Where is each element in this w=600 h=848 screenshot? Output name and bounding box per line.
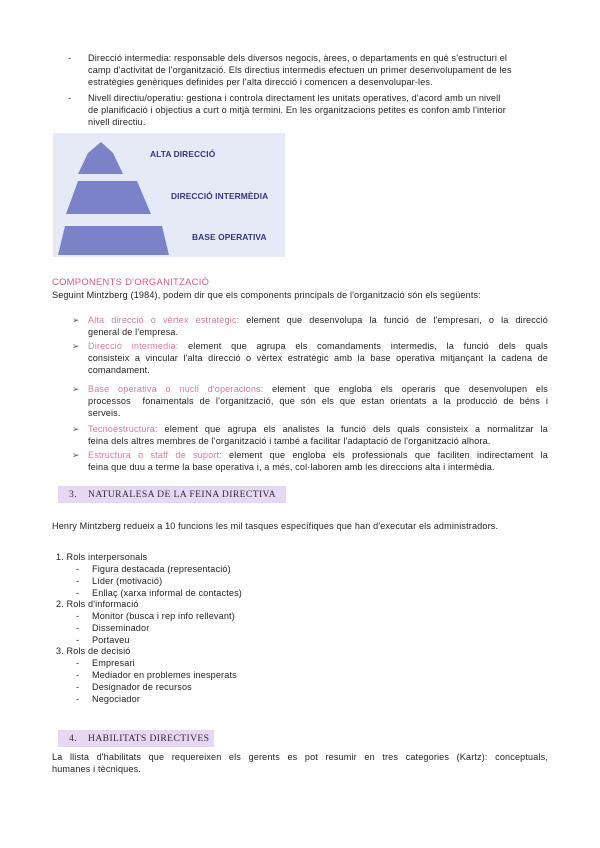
text-line <box>88 383 548 395</box>
text-line: estratègies genèriques definides per l'alta direcció i comencen a desenvolupar-les. <box>88 77 433 87</box>
text-line <box>88 423 548 435</box>
section-4-heading <box>58 730 214 747</box>
bullet-dash: - <box>76 576 80 586</box>
text-line: Nivell directiu/operatiu: gestiona i controla directament les unitats operatives, d'acord amb un nivell <box>88 93 501 103</box>
text-line <box>88 314 548 326</box>
components-heading: COMPONENTS D'ORGANITZACIÓ <box>52 276 210 287</box>
text-line: serveis. <box>88 408 121 418</box>
arrow-bullet: ➢ <box>72 424 80 434</box>
bullet-dash: - <box>76 658 80 668</box>
pyramid-label-alta: ALTA DIRECCIÓ <box>150 149 216 159</box>
section-title: NATURALESA DE LA FEINA DIRECTIVA <box>88 489 276 500</box>
bullet-nivell-operatiu <box>88 92 548 128</box>
bullet-dash: - <box>76 588 80 598</box>
component-term: Alta direcció o vèrtex estratègic: <box>88 315 240 325</box>
component-desc: element que engloba els professionals que faciliten indirectament la <box>221 450 549 460</box>
pyramid-top <box>78 142 123 174</box>
bullet-dash: - <box>76 564 80 574</box>
role-item: Portaveu <box>92 635 130 645</box>
role-item: Figura destacada (representació) <box>92 564 231 574</box>
component-direccio-intermedia <box>88 340 548 376</box>
bullet-dash: - <box>76 670 80 680</box>
component-base-operativa <box>88 383 548 419</box>
component-desc: element que agrupa els comandaments intermedis, la funció dels quals <box>178 341 548 351</box>
component-desc: element que agrupa els analistes la funció dels quals consisteix a normalitzar la <box>157 424 548 434</box>
bullet-dash: - <box>76 623 80 633</box>
bullet-direccio-intermedia <box>88 52 548 88</box>
bullet-dash: - <box>76 611 80 621</box>
text-line <box>88 449 548 461</box>
pyramid-label-intermedia: DIRECCIÓ INTERMÈDIA <box>171 191 269 201</box>
component-term: Direcció intermedia: <box>88 341 179 351</box>
role-item: Mediador en problemes inesperats <box>92 670 237 680</box>
text-line: Direcció intermedia: responsable dels diversos negocis, àrees, o departaments en què s'estructuri el <box>88 53 508 63</box>
arrow-bullet: ➢ <box>72 450 80 460</box>
component-term: Estructura o staff de suport: <box>88 450 222 460</box>
text-line: general de l'empresa. <box>88 327 179 337</box>
pyramid-diagram <box>53 133 285 257</box>
bullet-dash: - <box>76 635 80 645</box>
role-group-label: 3. Rols de decisió <box>56 646 131 656</box>
role-item: Disseminador <box>92 623 150 633</box>
bullet-dash: - <box>68 93 72 103</box>
section-4-body <box>52 751 548 775</box>
component-term: Base operativa o nucli d'operacions: <box>88 384 264 394</box>
bullet-dash: - <box>76 694 80 704</box>
component-desc: element que engloba els operaris que desenvolupen els <box>263 384 548 394</box>
role-item: Designador de recursos <box>92 682 192 692</box>
component-alta-direccio <box>88 314 548 338</box>
text-line: La llista d'habilitats que requereixen els gerents es pot resumir en tres categories (Kartz): conceptuals, <box>52 752 548 762</box>
section-number: 4. <box>69 733 77 744</box>
text-line: feina que duu a terme la base operativa i, a més, col·laboren amb les direccions alta i intermèdia. <box>88 462 495 472</box>
arrow-bullet: ➢ <box>72 384 80 394</box>
text-line: de planificació i objectius a curt o mitjà termini. En les organitzacions petites es confon amb l'interior <box>88 105 506 115</box>
text-line: processos fonamentals de l'organització, que són els que estan orientats a la producció de béns i <box>88 396 548 406</box>
section-number: 3. <box>69 489 77 500</box>
role-item: Negociador <box>92 694 141 704</box>
component-term: Tecnoestructura: <box>88 424 158 434</box>
bullet-dash: - <box>76 682 80 692</box>
role-item: Líder (motivació) <box>92 576 163 586</box>
text-line: humanes i tècniques. <box>52 764 141 774</box>
text-line: comandament. <box>88 365 150 375</box>
role-group-label: 1. Rols interpersonals <box>56 552 148 562</box>
text-line: feina dels altres membres de l'organització i també a facilitar l'adaptació de l'organització alhora. <box>88 436 491 446</box>
component-staff-suport <box>88 449 548 473</box>
bullet-dash: - <box>68 53 72 63</box>
section-3-intro: Henry Mintzberg redueix a 10 funcions les mil tasques específiques que han d'executar els administradors. <box>52 521 499 531</box>
component-tecnoestructura <box>88 423 548 447</box>
component-desc: element que desenvolupa la funció de l'empresari, o la direcció <box>239 315 549 325</box>
components-intro: Seguint Mintzberg (1984), podem dir que els components principals de l'organització són els següents: <box>52 290 481 300</box>
text-line: nivell directiu. <box>88 117 146 127</box>
text-line: camp d'activitat de l'organització. Els directius intermedis efectuen un primer desenvolupament de les <box>88 65 512 75</box>
pyramid-middle <box>66 181 151 214</box>
arrow-bullet: ➢ <box>72 341 80 351</box>
role-group-label: 2. Rols d'informació <box>56 599 139 609</box>
pyramid-bottom <box>58 226 169 255</box>
pyramid-label-base: BASE OPERATIVA <box>192 232 267 242</box>
section-3-heading <box>58 486 286 503</box>
arrow-bullet: ➢ <box>72 315 80 325</box>
role-item: Monitor (busca i rep info rellevant) <box>92 611 235 621</box>
text-line <box>88 340 548 352</box>
section-title: HABILITATS DIRECTIVES <box>88 733 210 744</box>
role-item: Enllaç (xarxa informal de contactes) <box>92 588 242 598</box>
role-item: Empresari <box>92 658 135 668</box>
text-line: consisteix a vincular l'alta direcció o vèrtex estratègic amb la base operativa mitjançant la cadena de <box>88 353 548 363</box>
